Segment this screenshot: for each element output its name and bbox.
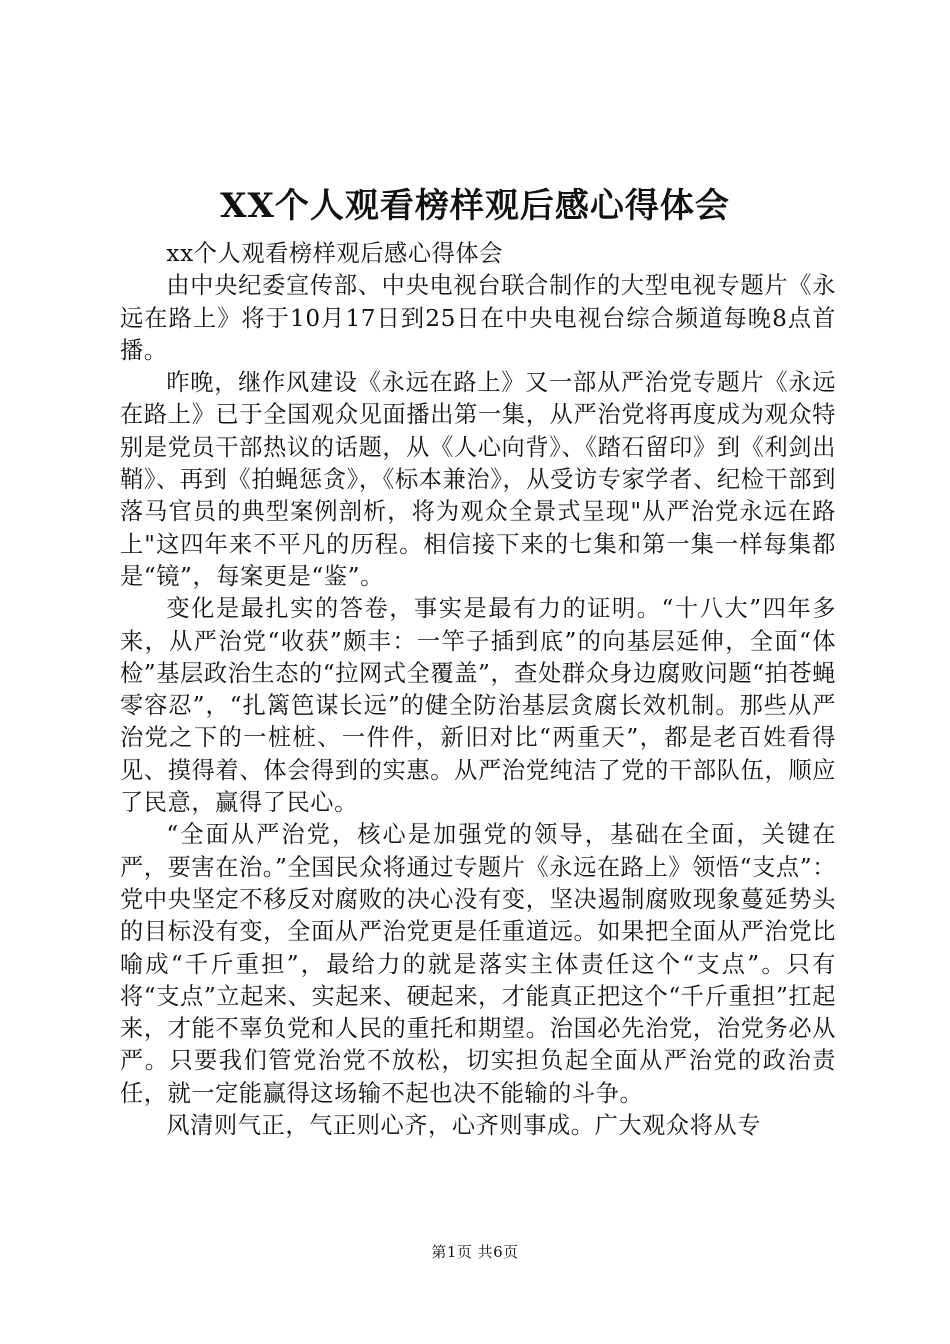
paragraph: 昨晚，继作风建设《永远在路上》又一部从严治党专题片《永远在路上》已于全国观众见面播出第一集，从严治党将再度成为观众特别是党员干部热议的话题，从《人心向背》、《踏石留印》到《利剑出鞘》、再到《拍蝇惩贪》，《标本兼治》，从受访专家学者、纪检干部到落马官员的典型案例剖析，将为观众全景式呈现"从严治党永远在路上"这四年来不平凡的历程。相信接下来的七集和第一集一样每集都是“镜”，每案更是“鉴”。 xyxy=(120,369,836,590)
document-body xyxy=(120,238,836,1142)
paragraph-subtitle: xx个人观看榜样观后感心得体会 xyxy=(166,240,503,267)
document-title: XX个人观看榜样观后感心得体会 xyxy=(220,186,730,226)
paragraph: “全面从严治党，核心是加强党的领导，基础在全面，关键在严，要害在治。”全国民众将通过专题片《永远在路上》领悟“支点”：党中央坚定不移反对腐败的决心没有变，坚决遏制腐败现象蔓延势头的目标没有变，全面从严治党更是任重道远。如果把全面从严治党比喻成“千斤重担”，最给力的就是落实主体责任这个“支点”。只有将“支点”立起来、实起来、硬起来，才能真正把这个“千斤重担”扛起来，才能不辜负党和人民的重托和期望。治国必先治党，治党务必从严。只要我们管党治党不放松，切实担负起全面从严治党的政治责任，就一定能赢得这场输不起也决不能输的斗争。 xyxy=(120,821,836,1107)
page-number-footer: 第1页 共6页 xyxy=(431,1243,519,1261)
paragraph: 变化是最扎实的答卷，事实是最有力的证明。“十八大”四年多来，从严治党“收获”颇丰：一竿子插到底”的向基层延伸，全面“体检”基层政治生态的“拉网式全覆盖”，查处群众身边腐败问题“拍苍蝇零容忍”，“扎篱笆谋长远”的健全防治基层贪腐长效机制。那些从严治党之下的一桩桩、一件件，新旧对比“两重天”，都是老百姓看得见、摸得着、体会得到的实惠。从严治党纯洁了党的干部队伍，顺应了民意，赢得了民心。 xyxy=(120,595,836,817)
paragraph: 由中央纪委宣传部、中央电视台联合制作的大型电视专题片《永远在路上》将于10月17日到25日在中央电视台综合频道每晚8点首播。 xyxy=(120,272,836,364)
paragraph: 风清则气正，气正则心齐，心齐则事成。广大观众将从专 xyxy=(166,1112,762,1140)
